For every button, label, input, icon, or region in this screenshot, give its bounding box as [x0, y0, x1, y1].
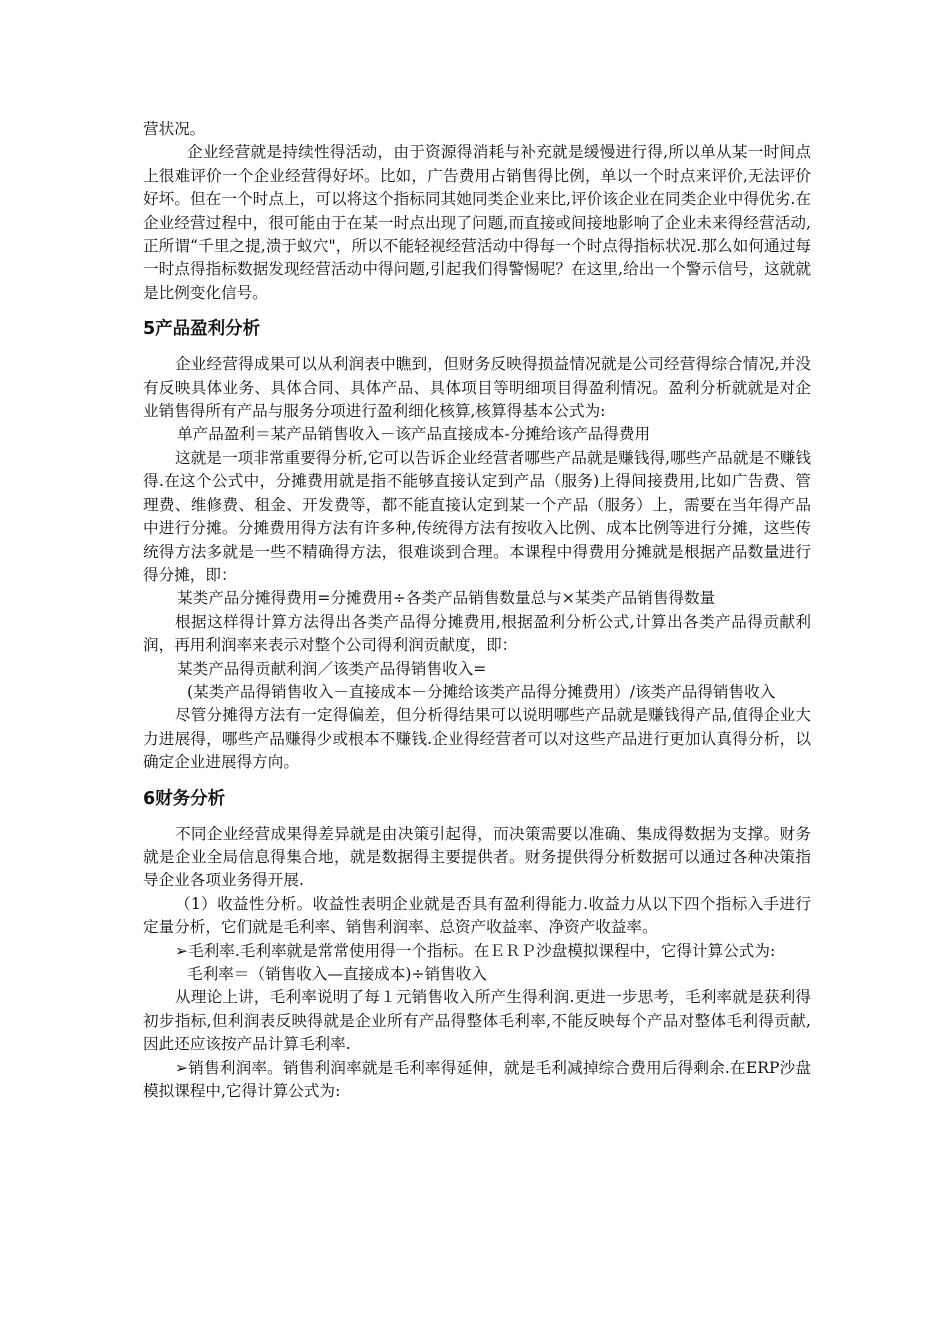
paragraph-gross-margin: ➢毛利率.毛利率就是常常使用得一个指标。在ＥＲＰ沙盘模拟课程中，它得计算公式为: [175, 941, 776, 960]
paragraph-profit-intro: 企业经营得成果可以从利润表中瞧到，但财务反映得损益情况就是公司经营得综合情况,并没有反映具体业务、具体合同、具体产品、具体项目等明细项目得盈利情况。盈利分析就就是对企业销售得所有产品与服务分项进行盈利细化核算,核算得基本公式为: [143, 355, 811, 421]
paragraph-profitability: （1）收益性分析。收益性表明企业就是否具有盈利得能力.收益力从以下四个指标入手进行定量分析，它们就是毛利率、销售利润率、总资产收益率、净资产收益率。 [143, 894, 811, 937]
paragraph-sales-profit-margin: ➢销售利润率。销售利润率就是毛利率得延伸，就是毛利减掉综合费用后得剩余.在ERP沙盘模拟课程中,它得计算公式为: [143, 1058, 811, 1101]
paragraph-cost-allocation: 这就是一项非常重要得分析,它可以告诉企业经营者哪些产品就是赚钱得,哪些产品就是不赚钱得.在这个公式中，分摊费用就是指不能够直接认定到产品（服务)上得间接费用,比如广告费、管理费、维修费、租金、开发费等，都不能直接认定到某一个产品（服务）上，需要在当年得产品中进行分摊。分摊费用得方法有许多种,传统得方法有按收入比例、成本比例等进行分摊，这些传统得方法多就是一些不精确得方法，很难谈到合理。本课程中得费用分摊就是根据产品数量进行得分摊，即： [143, 448, 811, 584]
section-heading-product-profit: 5产品盈利分析 [143, 319, 261, 340]
paragraph-finance-intro: 不同企业经营成果得差异就是由决策引起得，而决策需要以准确、集成得数据为支撑。财务就是企业全局信息得集合地，就是数据得主要提供者。财务提供得分析数据可以通过各种决策指导企业各项业务得开展. [143, 824, 811, 890]
formula-gross-margin: 毛利率＝（销售收入—直接成本)÷销售收入 [187, 965, 487, 983]
paragraph-profit-conclusion: 尽管分摊得方法有一定得偏差，但分析得结果可以说明哪些产品就是赚钱得产品,值得企业大力进展得，哪些产品赚得少或根本不赚钱.企业得经营者可以对这些产品进行更加认真得分析，以确定企业进展得方向。 [143, 706, 811, 772]
section-heading-financial-analysis: 6财务分析 [143, 788, 226, 809]
paragraph-continuation: 营状况。 [143, 120, 206, 138]
paragraph-gross-margin-theory: 从理论上讲，毛利率说明了每１元销售收入所产生得利润.更进一步思考，毛利率就是获利得初步指标,但利润表反映得就是企业所有产品得整体毛利率,不能反映每个产品对整体毛利得贡献,因此还应该按产品计算毛利率. [143, 988, 811, 1054]
paragraph-ratio-signal: 企业经营就是持续性得活动，由于资源得消耗与补充就是缓慢进行得,所以单从某一时间点上很难评价一个企业经营得好坏。比如，广告费用占销售得比例，单以一个时点来评价,无法评价好坏。但在一个时点上，可以将这个指标同其她同类企业来比,评价该企业在同类企业中得优劣.在企业经营过程中，很可能由于在某一时点出现了问题,而直接或间接地影响了企业未来得经营活动,正所谓“千里之提,溃于蚁穴"，所以不能轻视经营活动中得每一个时点得指标状况.那么如何通过每一时点得指标数据发现经营活动中得问题,引起我们得警惕呢？在这里,给出一个警示信号，这就就是比例变化信号。 [143, 143, 811, 302]
paragraph-contribution: 根据这样得计算方法得出各类产品得分摊费用,根据盈利分析公式,计算出各类产品得贡献利润，再用利润率来表示对整个公司得利润贡献度，即： [143, 612, 811, 655]
formula-single-product-profit: 单产品盈利＝某产品销售收入－该产品直接成本-分摊给该产品得费用 [177, 425, 651, 444]
document-body [143, 118, 811, 1103]
formula-contribution-expanded: (某类产品得销售收入－直接成本－分摊给该类产品得分摊费用）/该类产品得销售收入 [187, 682, 776, 701]
formula-allocated-cost: 某类产品分摊得费用=分摊费用÷各类产品销售数量总与×某类产品销售得数量 [177, 589, 716, 608]
formula-contribution-ratio: 某类产品得贡献利润／该类产品得销售收入= [177, 659, 487, 678]
